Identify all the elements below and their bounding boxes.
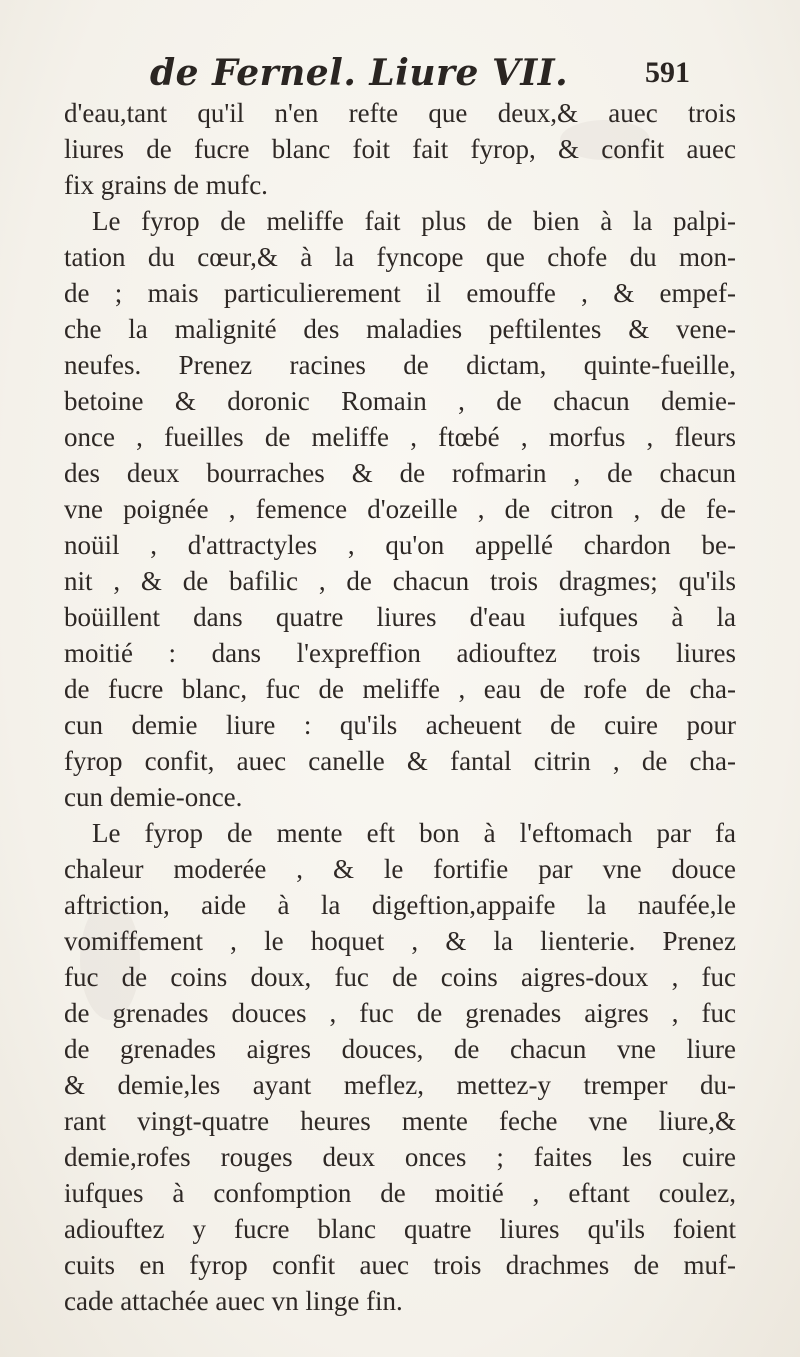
text-line: cade attachée auec vn linge fin.	[64, 1286, 403, 1316]
text-line: moitié : dans l'expreffion adiouftez trois liures	[64, 638, 736, 668]
text-line: vomiffement , le hoquet , & la lienterie. Prenez	[64, 926, 736, 956]
text-line: tation du cœur,& à la fyncope que chofe du mon-	[64, 242, 736, 272]
text-line: de grenades aigres douces, de chacun vne liure	[64, 1034, 736, 1064]
text-line: che la malignité des maladies peftilentes & vene-	[64, 314, 736, 344]
page-number: 591	[645, 56, 690, 89]
text-line: fix grains de mufc.	[64, 170, 268, 200]
text-line: fyrop confit, auec canelle & fantal citrin , de cha-	[64, 746, 736, 776]
text-line: demie,rofes rouges deux onces ; faites les cuire	[64, 1142, 736, 1172]
text-line: chaleur moderée , & le fortifie par vne douce	[64, 854, 736, 884]
text-line: neufes. Prenez racines de dictam, quinte-fueille,	[64, 350, 736, 380]
text-line: cuits en fyrop confit auec trois drachmes de muf-	[64, 1250, 736, 1280]
text-line: vne poignée , femence d'ozeille , de citron , de fe-	[64, 494, 736, 524]
text-line: noüil , d'attractyles , qu'on appellé chardon be-	[64, 530, 736, 560]
text-line: de ; mais particulierement il emouffe , & empef-	[64, 278, 736, 308]
text-line: rant vingt-quatre heures mente feche vne liure,&	[64, 1106, 736, 1136]
text-line: de grenades douces , fuc de grenades aigres , fuc	[64, 998, 736, 1028]
running-title: de Fernel. Liure VII.	[150, 52, 569, 94]
text-line: d'eau,tant qu'il n'en refte que deux,& auec trois	[64, 98, 736, 128]
text-line: nit , & de bafilic , de chacun trois dragmes; qu'ils	[64, 566, 736, 596]
text-line: & demie,les ayant meflez, mettez-y tremper du-	[64, 1070, 736, 1100]
text-line: iufques à confomption de moitié , eftant coulez,	[64, 1178, 736, 1208]
text-line: cun demie-once.	[64, 782, 243, 812]
text-line: liures de fucre blanc foit fait fyrop, & confit auec	[64, 134, 736, 164]
text-line: aftriction, aide à la digeftion,appaife la naufée,le	[64, 890, 736, 920]
text-line: boüillent dans quatre liures d'eau iufques à la	[64, 602, 736, 632]
text-line: cun demie liure : qu'ils acheuent de cuire pour	[64, 710, 736, 740]
page-header	[150, 52, 690, 96]
text-line: betoine & doronic Romain , de chacun demie-	[64, 386, 736, 416]
text-line: fuc de coins doux, fuc de coins aigres-doux , fuc	[64, 962, 736, 992]
text-line: Le fyrop de meliffe fait plus de bien à la palpi-	[92, 206, 736, 236]
text-line: de fucre blanc, fuc de meliffe , eau de rofe de cha-	[64, 674, 736, 704]
text-line: once , fueilles de meliffe , ftœbé , morfus , fleurs	[64, 422, 736, 452]
text-line: des deux bourraches & de rofmarin , de chacun	[64, 458, 736, 488]
text-line: adiouftez y fucre blanc quatre liures qu'ils foient	[64, 1214, 736, 1244]
text-line: Le fyrop de mente eft bon à l'eftomach par fa	[92, 818, 736, 848]
